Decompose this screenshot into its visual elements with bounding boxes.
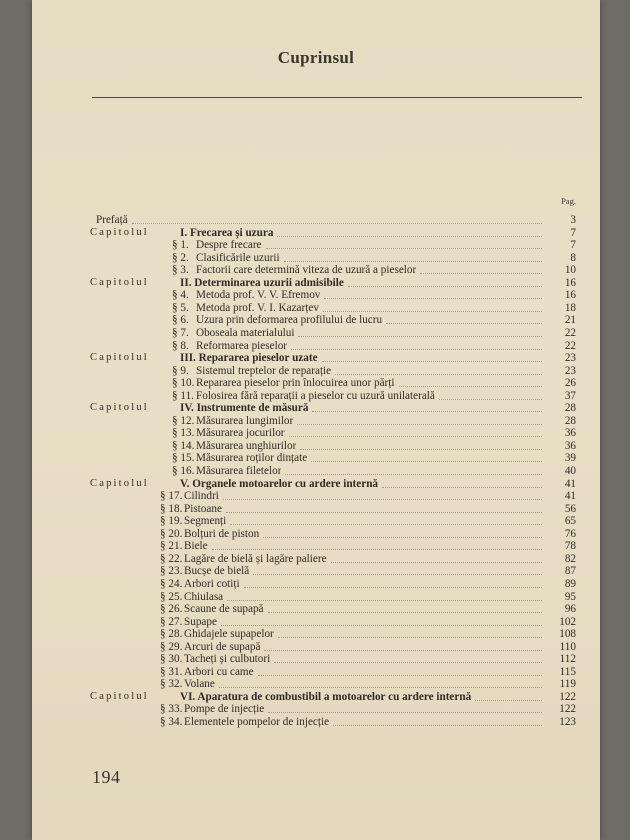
section-number: § 23. <box>160 565 183 578</box>
entry-page-number: 82 <box>564 552 576 565</box>
section-number: § 8. <box>172 339 189 352</box>
dot-leader <box>324 289 542 299</box>
toc-section-row <box>32 565 600 577</box>
dot-leader <box>277 227 542 237</box>
entry-title: Lagăre de bielă și lagăre paliere <box>184 552 327 565</box>
entry-page-number: 115 <box>559 665 576 678</box>
entry-title: Măsurarea jocurilor <box>196 427 285 440</box>
section-number: § 32. <box>160 678 183 691</box>
entry-title: Clasificările uzurii <box>196 251 280 264</box>
toc-section-row <box>32 578 600 590</box>
dot-leader <box>132 214 542 224</box>
dot-leader <box>439 390 542 400</box>
entry-page-number: 78 <box>564 540 576 553</box>
dot-leader <box>284 252 542 262</box>
entry-title: Arbori cotiți <box>184 577 240 590</box>
entry-title: Pistoane <box>184 502 222 515</box>
section-number: § 18. <box>160 502 183 515</box>
entry-title: Reformarea pieselor <box>196 339 288 352</box>
toc-section-row <box>32 641 600 653</box>
toc-section-row <box>32 490 600 502</box>
entry-page-number: 56 <box>564 502 576 515</box>
dot-leader <box>348 277 542 287</box>
toc-section-row <box>32 540 600 552</box>
entry-title: Metoda prof. V. V. Efremov <box>196 289 321 302</box>
toc-section-row <box>32 377 600 389</box>
dot-leader <box>335 365 542 375</box>
entry-page-number: 28 <box>564 414 576 427</box>
dot-leader <box>475 691 542 701</box>
entry-page-number: 22 <box>564 339 576 352</box>
entry-page-number: 7 <box>570 226 576 239</box>
book-page <box>32 0 600 840</box>
entry-title: Repararea pieselor prin înlocuirea unor părți <box>196 377 395 390</box>
entry-page-number: 122 <box>559 690 576 703</box>
section-number: § 17. <box>160 490 183 503</box>
section-number: § 26. <box>160 603 183 616</box>
entry-title: Folosirea fără reparații a pieselor cu uzură unilaterală <box>196 389 435 402</box>
entry-page-number: 37 <box>564 389 576 402</box>
chapter-title: III. Repararea pieselor uzate <box>180 352 318 365</box>
dot-leader <box>386 314 542 324</box>
toc-chapter-row <box>32 402 600 414</box>
entry-page-number: 8 <box>570 251 576 264</box>
entry-page-number: 39 <box>564 452 576 465</box>
entry-page-number: 26 <box>564 377 576 390</box>
dot-leader <box>264 641 542 651</box>
dot-leader <box>322 352 542 362</box>
toc-section-row <box>32 465 600 477</box>
toc-section-row <box>32 415 600 427</box>
chapter-title: II. Determinarea uzurii admisibile <box>180 276 344 289</box>
page-title: Cuprinsul <box>277 48 355 67</box>
entry-page-number: 36 <box>564 427 576 440</box>
entry-title: Segmenți <box>184 515 227 528</box>
section-number: § 15. <box>172 452 195 465</box>
dot-leader <box>420 264 542 274</box>
entry-page-number: 22 <box>564 326 576 339</box>
section-number: § 31. <box>160 665 183 678</box>
dot-leader <box>278 628 542 638</box>
entry-title: Bolțuri de piston <box>184 527 260 540</box>
section-number: § 10. <box>172 377 195 390</box>
chapter-title: V. Organele motoarelor cu ardere internă <box>180 477 379 490</box>
entry-page-number: 112 <box>559 653 576 666</box>
dot-leader <box>266 239 542 249</box>
section-number: § 30. <box>160 653 183 666</box>
section-number: § 19. <box>160 515 183 528</box>
toc-section-row <box>32 327 600 339</box>
section-number: § 4. <box>172 289 189 302</box>
toc-chapter-row <box>32 691 600 703</box>
entry-page-number: 95 <box>564 590 576 603</box>
section-number: § 5. <box>172 301 189 314</box>
entry-page-number: 96 <box>564 603 576 616</box>
entry-title: Sistemul treptelor de reparație <box>196 364 332 377</box>
toc-section-row <box>32 452 600 464</box>
entry-page-number: 23 <box>564 364 576 377</box>
entry-page-number: 123 <box>559 716 576 728</box>
toc-section-row <box>32 628 600 640</box>
section-number: § 33. <box>160 703 183 716</box>
toc-chapter-row <box>32 478 600 490</box>
dot-leader <box>331 553 542 563</box>
dot-leader <box>399 377 543 387</box>
toc-section-row <box>32 390 600 402</box>
chapter-label: Capitolul <box>90 402 149 414</box>
section-number: § 12. <box>172 414 195 427</box>
entry-title: Ghidajele supapelor <box>184 628 274 641</box>
entry-title: Măsurarea filetelor <box>196 465 282 477</box>
entry-title: Arbori cu came <box>184 665 254 678</box>
entry-title: Măsurarea lungimilor <box>196 414 294 427</box>
entry-page-number: 3 <box>570 214 576 226</box>
toc-section-row <box>32 264 600 276</box>
chapter-title: VI. Aparatura de combustibil a motoarelor cu ardere internă <box>180 690 472 703</box>
dot-leader <box>227 591 542 601</box>
section-number: § 1. <box>172 239 189 252</box>
entry-title: Supape <box>184 615 217 628</box>
toc-section-row <box>32 678 600 690</box>
entry-page-number: 36 <box>564 439 576 452</box>
section-number: § 7. <box>172 326 189 339</box>
section-number: § 14. <box>172 439 195 452</box>
toc-section-row <box>32 553 600 565</box>
section-number: § 20. <box>160 527 183 540</box>
section-number: § 28. <box>160 628 183 641</box>
toc-section-row <box>32 239 600 251</box>
dot-leader <box>253 565 542 575</box>
chapter-label: Capitolul <box>90 477 149 489</box>
section-number: § 11. <box>172 389 194 402</box>
entry-title: Pompe de injecție <box>184 703 265 716</box>
toc-section-row <box>32 716 600 728</box>
toc-section-row <box>32 340 600 352</box>
entry-page-number: 76 <box>564 527 576 540</box>
page-number: 194 <box>92 767 121 787</box>
section-number: § 3. <box>172 264 189 277</box>
toc-section-row <box>32 591 600 603</box>
entry-page-number: 122 <box>559 703 576 716</box>
entry-title: Despre frecare <box>196 239 262 252</box>
toc-preface-row <box>32 214 600 226</box>
dot-leader <box>258 666 542 676</box>
entry-page-number: 41 <box>564 490 576 503</box>
section-number: § 27. <box>160 615 183 628</box>
entry-page-number: 16 <box>564 276 576 289</box>
entry-title: Chiulasa <box>184 590 224 603</box>
dot-leader <box>230 515 542 525</box>
entry-page-number: 23 <box>564 352 576 365</box>
entry-page-number: 102 <box>559 615 576 628</box>
entry-title: Prefață <box>96 214 128 226</box>
toc-chapter-row <box>32 352 600 364</box>
dot-leader <box>291 340 542 350</box>
entry-page-number: 18 <box>564 301 576 314</box>
dot-leader <box>285 465 542 475</box>
chapter-label: Capitolul <box>90 352 149 364</box>
dot-leader <box>221 616 542 626</box>
entry-title: Măsurarea unghiurilor <box>196 439 297 452</box>
entry-page-number: 110 <box>559 640 576 653</box>
entry-title: Măsurarea roților dințate <box>196 452 308 465</box>
entry-page-number: 40 <box>564 465 576 477</box>
chapter-label: Capitolul <box>90 276 149 288</box>
dot-leader <box>244 578 542 588</box>
dot-leader <box>382 478 542 488</box>
toc-section-row <box>32 666 600 678</box>
section-number: § 24. <box>160 577 183 590</box>
section-number: § 34. <box>160 716 183 728</box>
entry-page-number: 28 <box>564 402 576 415</box>
section-number: § 21. <box>160 540 183 553</box>
toc-section-row <box>32 703 600 715</box>
section-number: § 25. <box>160 590 183 603</box>
toc-section-row <box>32 616 600 628</box>
toc-section-row <box>32 365 600 377</box>
entry-title: Tacheți și culbutori <box>184 653 271 666</box>
entry-page-number: 108 <box>559 628 576 641</box>
entry-page-number: 89 <box>564 577 576 590</box>
entry-title: Elementele pompelor de injecție <box>184 716 330 728</box>
section-number: § 13. <box>172 427 195 440</box>
toc-section-row <box>32 503 600 515</box>
entry-title: Scaune de supapă <box>184 603 264 616</box>
dot-leader <box>297 415 542 425</box>
toc-section-row <box>32 528 600 540</box>
entry-page-number: 87 <box>564 565 576 578</box>
entry-title: Biele <box>184 540 208 553</box>
entry-title: Metoda prof. V. I. Kazarțev <box>196 301 319 314</box>
chapter-label: Capitolul <box>90 690 149 702</box>
entry-page-number: 10 <box>564 264 576 277</box>
dot-leader <box>300 440 542 450</box>
dot-leader <box>298 327 542 337</box>
dot-leader <box>212 540 542 550</box>
section-number: § 9. <box>172 364 189 377</box>
toc-section-row <box>32 289 600 301</box>
dot-leader <box>268 703 542 713</box>
entry-page-number: 119 <box>559 678 576 691</box>
pag-column-label: Pag. <box>561 196 576 206</box>
entry-title: Arcuri de supapă <box>184 640 261 653</box>
entry-page-number: 21 <box>564 314 576 327</box>
entry-title: Bucșe de bielă <box>184 565 250 578</box>
section-number: § 22. <box>160 552 183 565</box>
section-number: § 2. <box>172 251 189 264</box>
entry-page-number: 16 <box>564 289 576 302</box>
toc-section-row <box>32 427 600 439</box>
chapter-label: Capitolul <box>90 226 149 238</box>
dot-leader <box>333 716 542 726</box>
section-number: § 29. <box>160 640 183 653</box>
entry-page-number: 65 <box>564 515 576 528</box>
dot-leader <box>226 503 542 513</box>
dot-leader <box>223 490 542 500</box>
dot-leader <box>323 302 542 312</box>
toc-section-row <box>32 314 600 326</box>
toc-section-row <box>32 603 600 615</box>
entry-title: Factorii care determină viteza de uzură a pieselor <box>196 264 417 277</box>
toc-section-row <box>32 440 600 452</box>
chapter-title: I. Frecarea și uzura <box>180 226 274 239</box>
dot-leader <box>311 452 542 462</box>
toc-section-row <box>32 515 600 527</box>
dot-leader <box>274 653 542 663</box>
entry-page-number: 41 <box>564 477 576 490</box>
entry-title: Oboseala materialului <box>196 326 295 339</box>
title-rule <box>92 97 582 98</box>
dot-leader <box>263 528 542 538</box>
section-number: § 6. <box>172 314 189 327</box>
toc-chapter-row <box>32 277 600 289</box>
chapter-title: IV. Instrumente de măsură <box>180 402 309 415</box>
section-number: § 16. <box>172 465 195 477</box>
entry-page-number: 7 <box>570 239 576 252</box>
entry-title: Volane <box>184 678 215 691</box>
dot-leader <box>268 603 542 613</box>
entry-title: Uzura prin deformarea profilului de lucru <box>196 314 383 327</box>
entry-title: Cilindri <box>184 490 219 503</box>
toc-chapter-row <box>32 227 600 239</box>
toc-section-row <box>32 302 600 314</box>
dot-leader <box>219 678 542 688</box>
dot-leader <box>289 427 542 437</box>
dot-leader <box>312 402 542 412</box>
toc-section-row <box>32 653 600 665</box>
toc-section-row <box>32 252 600 264</box>
